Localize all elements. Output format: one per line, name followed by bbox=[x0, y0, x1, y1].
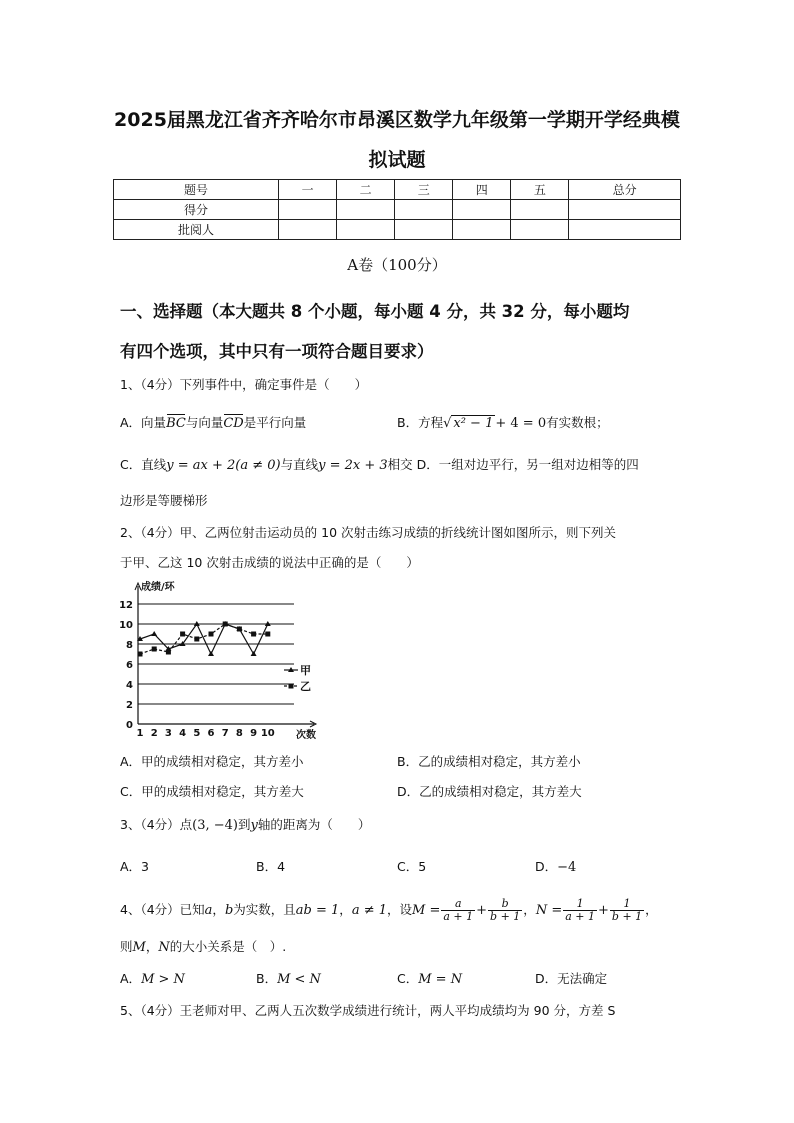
q1-c-line2: y = 2x + 3 bbox=[318, 458, 388, 473]
score-table-header bbox=[114, 180, 681, 200]
q4-var-n: N bbox=[158, 940, 170, 955]
score-cell bbox=[279, 200, 337, 220]
y-tick-label: 8 bbox=[126, 640, 133, 651]
vector-cd: CD bbox=[223, 416, 244, 431]
q2-option-a: A．甲的成绩相对稳定，其方差小 bbox=[120, 754, 304, 769]
q4-text: ，设 bbox=[387, 902, 413, 917]
q3-stem-mid: 到 bbox=[238, 817, 251, 832]
chart-svg bbox=[118, 578, 332, 740]
q1-option-a bbox=[120, 413, 306, 431]
y-tick-label: 10 bbox=[119, 620, 133, 631]
q4-c-prefix: C． bbox=[397, 971, 419, 986]
q4-text: ， bbox=[339, 902, 352, 917]
series-yi-point bbox=[194, 637, 199, 642]
section-heading bbox=[120, 292, 680, 372]
score-row-label: 得分 bbox=[114, 200, 279, 220]
q3-option-d bbox=[535, 857, 576, 875]
x-tick-label: 6 bbox=[207, 728, 215, 739]
legend-yi-label: 乙 bbox=[300, 680, 311, 693]
q3-point: (3, −4) bbox=[192, 818, 238, 833]
legend-jia-label: 甲 bbox=[300, 664, 311, 677]
q1-a-mid: 与向量 bbox=[185, 415, 224, 430]
score-cell bbox=[337, 200, 395, 220]
score-cell bbox=[511, 220, 569, 240]
score-row-grader bbox=[114, 220, 681, 240]
q2-stem-line1: 2、（4分）甲、乙两位射击运动员的 10 次射击练习成绩的折线统计图如图所示，则下列关 bbox=[120, 525, 617, 540]
q4-m-lhs: M = bbox=[412, 903, 441, 918]
frac-denominator: a + 1 bbox=[443, 910, 474, 923]
q3-axis: y bbox=[250, 818, 258, 833]
score-table bbox=[113, 179, 681, 240]
q3-option-a: A．3 bbox=[120, 859, 150, 874]
score-header-cell: 二 bbox=[337, 180, 395, 200]
q1-b-radicand: x² − 1 bbox=[453, 416, 494, 431]
y-tick-label: 0 bbox=[126, 720, 133, 731]
frac-numerator: a bbox=[441, 898, 475, 911]
q4-text: 为实数，且 bbox=[233, 902, 296, 917]
exam-title-line2: 拟试题 bbox=[368, 149, 426, 171]
series-yi-point bbox=[237, 627, 242, 632]
score-cell bbox=[569, 200, 681, 220]
x-tick-label: 4 bbox=[179, 728, 187, 739]
score-cell bbox=[279, 220, 337, 240]
score-cell bbox=[569, 220, 681, 240]
q3-stem-post: 轴的距离为（ ） bbox=[257, 817, 371, 832]
q3-option-c: C．5 bbox=[397, 859, 427, 874]
q1-c-post: 相交 bbox=[387, 457, 413, 472]
score-line-chart bbox=[118, 578, 332, 740]
series-yi-point bbox=[251, 632, 256, 637]
y-tick-label: 12 bbox=[119, 600, 133, 611]
q4-n-frac1 bbox=[563, 898, 597, 923]
q4-ab-eq: ab = 1 bbox=[295, 903, 340, 918]
frac-denominator: b + 1 bbox=[611, 910, 643, 923]
legend-yi-marker bbox=[289, 684, 294, 689]
q2-stem-line2: 于甲、乙这 10 次射击成绩的说法中正确的是（ ） bbox=[120, 555, 419, 570]
score-header-cell: 五 bbox=[511, 180, 569, 200]
q4-text: 的大小关系是（ ）. bbox=[169, 939, 287, 954]
score-header-cell: 三 bbox=[395, 180, 453, 200]
series-yi-point bbox=[265, 632, 270, 637]
sqrt-sign: √ bbox=[443, 416, 452, 431]
frac-numerator: 1 bbox=[563, 898, 597, 911]
q4-var-a: a bbox=[204, 903, 213, 918]
q4-b-prefix: B． bbox=[256, 971, 278, 986]
q4-stem-line2 bbox=[120, 937, 286, 955]
frac-numerator: b bbox=[488, 898, 522, 911]
plus-sign: + bbox=[598, 903, 609, 918]
q1-c-prefix: C．直线 bbox=[120, 457, 167, 472]
q4-option-d: D．无法确定 bbox=[535, 971, 608, 986]
x-tick-label: 5 bbox=[193, 728, 201, 739]
series-yi-point bbox=[152, 647, 157, 652]
score-cell bbox=[511, 200, 569, 220]
q4-option-c bbox=[397, 969, 462, 987]
series-jia-point bbox=[151, 631, 157, 636]
q4-m-frac2 bbox=[488, 898, 522, 923]
section-heading-line1: 一、选择题（本大题共 8 个小题，每小题 4 分，共 32 分，每小题均 bbox=[120, 302, 630, 321]
section-heading-line2: 有四个选项，其中只有一项符合题目要求） bbox=[120, 342, 434, 361]
q1-c-line1: y = ax + 2(a ≠ 0) bbox=[166, 458, 281, 473]
q4-c-math: M = N bbox=[418, 972, 463, 987]
q4-option-a bbox=[120, 969, 185, 987]
y-tick-label: 4 bbox=[126, 680, 133, 691]
q5-stem: 5、（4分）王老师对甲、乙两人五次数学成绩进行统计，两人平均成绩均为 90 分，方差 S bbox=[120, 1003, 616, 1018]
q1-a-post: 是平行向量 bbox=[243, 415, 307, 430]
q4-var-b: b bbox=[224, 903, 234, 918]
q1-b-prefix: B．方程 bbox=[397, 415, 444, 430]
series-yi-point bbox=[166, 650, 171, 655]
plus-sign: + bbox=[476, 903, 488, 918]
x-tick-label: 10 bbox=[260, 728, 275, 739]
q1-option-c bbox=[120, 455, 639, 473]
q4-text: ， bbox=[645, 902, 658, 917]
q1-a-prefix: A．向量 bbox=[120, 415, 167, 430]
q1-b-post: 有实数根； bbox=[546, 415, 609, 430]
q4-option-b bbox=[256, 969, 321, 987]
volume-heading: A卷（100分） bbox=[347, 256, 447, 274]
q2-option-d: D．乙的成绩相对稳定，其方差大 bbox=[397, 784, 582, 799]
q1-option-b bbox=[397, 413, 609, 431]
series-jia-point bbox=[251, 651, 257, 656]
q4-m-frac1 bbox=[441, 898, 475, 923]
q4-text: ， bbox=[145, 939, 159, 954]
score-header-cell: 一 bbox=[279, 180, 337, 200]
frac-denominator: a + 1 bbox=[565, 910, 595, 923]
y-tick-label: 6 bbox=[126, 660, 133, 671]
score-cell bbox=[453, 200, 511, 220]
x-tick-label: 3 bbox=[164, 728, 172, 739]
q4-stem-line1 bbox=[120, 898, 658, 923]
q4-text: 则 bbox=[120, 939, 133, 954]
q1-stem: 1、（4分）下列事件中，确定事件是（ ） bbox=[120, 377, 368, 392]
q1-option-d-line2: 边形是等腰梯形 bbox=[120, 493, 208, 508]
q4-a-math: M > N bbox=[141, 972, 185, 987]
x-tick-label: 9 bbox=[250, 728, 258, 739]
q3-d-prefix: D． bbox=[535, 859, 558, 874]
q4-n-frac2 bbox=[610, 898, 644, 923]
exam-title-line1: 2025届黑龙江省齐齐哈尔市昂溪区数学九年级第一学期开学经典模 bbox=[114, 109, 680, 131]
series-yi-point bbox=[209, 632, 214, 637]
y-tick-label: 2 bbox=[126, 700, 133, 711]
q1-c-mid: 与直线 bbox=[280, 457, 319, 472]
score-cell bbox=[453, 220, 511, 240]
q4-a-prefix: A． bbox=[120, 971, 142, 986]
frac-numerator: 1 bbox=[610, 898, 644, 911]
score-header-cell: 四 bbox=[453, 180, 511, 200]
series-yi-point bbox=[180, 632, 185, 637]
x-tick-label: 8 bbox=[235, 728, 243, 739]
x-tick-label: 1 bbox=[136, 728, 144, 739]
y-axis-label: 成绩/环 bbox=[141, 582, 175, 593]
vector-bc: BC bbox=[166, 416, 186, 431]
q4-text: ， bbox=[212, 902, 225, 917]
q3-stem-pre: 3、（4分）点 bbox=[120, 817, 193, 832]
series-jia-point bbox=[208, 651, 214, 656]
series-yi-point bbox=[223, 622, 228, 627]
q1-option-d-line1: D．一组对边平行，另一组对边相等的四 bbox=[416, 457, 639, 472]
score-cell bbox=[337, 220, 395, 240]
q4-text: ， bbox=[523, 902, 536, 917]
q4-text: 4、（4分）已知 bbox=[120, 902, 205, 917]
q2-option-c: C．甲的成绩相对稳定，其方差大 bbox=[120, 784, 304, 799]
x-tick-label: 7 bbox=[221, 728, 229, 739]
score-cell bbox=[395, 200, 453, 220]
q2-option-b: B．乙的成绩相对稳定，其方差小 bbox=[397, 754, 581, 769]
score-header-cell: 题号 bbox=[114, 180, 279, 200]
score-row-label: 批阅人 bbox=[114, 220, 279, 240]
q3-option-b: B．4 bbox=[256, 859, 286, 874]
q1-b-equation: + 4 = 0 bbox=[495, 416, 547, 431]
x-axis-label: 次数 bbox=[296, 730, 316, 740]
q4-a-neq: a ≠ 1 bbox=[351, 903, 387, 918]
score-header-cell: 总分 bbox=[569, 180, 681, 200]
q4-var-m: M bbox=[132, 940, 146, 955]
q4-b-math: M < N bbox=[277, 972, 321, 987]
score-cell bbox=[395, 220, 453, 240]
x-tick-label: 2 bbox=[150, 728, 158, 739]
score-row-points bbox=[114, 200, 681, 220]
q3-stem bbox=[120, 815, 370, 833]
series-yi-point bbox=[138, 652, 143, 657]
q4-n-lhs: N = bbox=[535, 903, 563, 918]
frac-denominator: b + 1 bbox=[490, 910, 521, 923]
q3-d-value: −4 bbox=[557, 860, 577, 875]
